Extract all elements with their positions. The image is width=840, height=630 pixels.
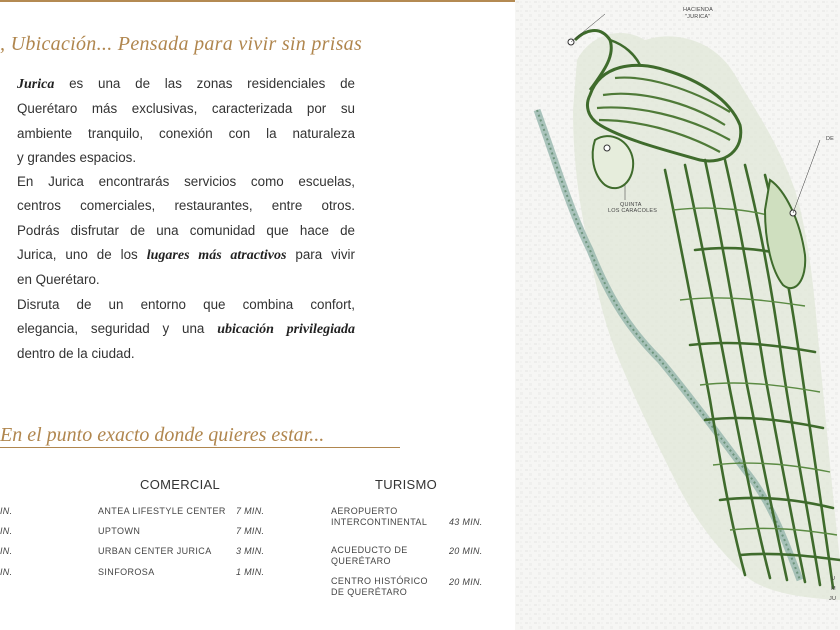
emphasis-text: ubicación privilegiada xyxy=(217,321,356,337)
jurica-map xyxy=(515,0,840,630)
intro-line: en Querétaro. xyxy=(17,272,100,288)
emphasis-text: lugares más atractivos xyxy=(146,248,287,264)
comercial-item-time: 1 MIN. xyxy=(236,567,265,577)
intro-line: Podrás disfrutar de una comunidad que hace de xyxy=(17,222,355,238)
comercial-item-time: 7 MIN. xyxy=(236,506,265,516)
section-title-ubicacion: , Ubicación... Pensada para vivir sin prisas xyxy=(0,33,363,55)
turismo-item-name xyxy=(331,545,408,567)
comercial-item-time: 3 MIN. xyxy=(236,546,265,556)
comercial-item-time: 7 MIN. xyxy=(236,526,265,536)
intro-line: Querétaro más exclusivas, caracterizada por su xyxy=(17,101,355,117)
comercial-item-name: SINFOROSA xyxy=(98,567,155,577)
turismo-heading: TURISMO xyxy=(375,477,438,492)
turismo-name-line: AEROPUERTO xyxy=(331,506,398,516)
de-label: DE xyxy=(826,136,835,142)
turismo-item-time: 20 MIN. xyxy=(449,577,483,587)
quinta-label: QUINTA xyxy=(620,202,642,208)
intro-line xyxy=(17,243,355,268)
comercial-item-name: URBAN CENTER JURICA xyxy=(98,546,212,556)
partial-time: IN. xyxy=(0,506,13,516)
comercial-item-name: UPTOWN xyxy=(98,526,141,536)
intro-text: Jurica, uno de los xyxy=(17,247,147,263)
intro-line: ambiente tranquilo, conexión con la naturaleza xyxy=(17,125,355,141)
title-underline xyxy=(0,447,400,448)
intro-line: Disruta de un entorno que combina confort, xyxy=(17,296,355,312)
bottom-label: JU xyxy=(829,596,837,602)
comercial-heading: COMERCIAL xyxy=(140,477,220,492)
turismo-item-name xyxy=(331,506,427,528)
quinta-label: LOS CARACOLES xyxy=(608,208,658,214)
partial-time: IN. xyxy=(0,546,13,556)
intro-line: y grandes espacios. xyxy=(17,149,137,165)
intro-line xyxy=(17,317,355,342)
turismo-item-name xyxy=(331,576,428,598)
intro-line: En Jurica encontrarás servicios como escuelas, xyxy=(17,174,355,190)
turismo-name-line: INTERCONTINENTAL xyxy=(331,517,428,527)
intro-paragraph xyxy=(17,72,355,367)
comercial-item-name: ANTEA LIFESTYLE CENTER xyxy=(98,506,226,516)
intro-line: centros comerciales, restaurantes, entre otros. xyxy=(17,198,355,214)
partial-time: IN. xyxy=(0,526,13,536)
intro-text: para vivir xyxy=(286,247,355,263)
jurica-emphasis: Jurica xyxy=(17,77,55,92)
intro-line xyxy=(17,72,355,97)
bottom-label: M xyxy=(831,586,836,592)
turismo-name-line: DE QUERÉTARO xyxy=(331,587,408,597)
turismo-name-line: QUERÉTARO xyxy=(331,556,391,566)
quinta-marker xyxy=(604,145,610,151)
intro-text: es una de las zonas residenciales de xyxy=(54,76,355,91)
hacienda-label: HACIENDA xyxy=(683,7,714,13)
turismo-item-time: 43 MIN. xyxy=(449,517,483,527)
bottom-label: U xyxy=(831,576,836,582)
turismo-name-line: ACUEDUCTO DE xyxy=(331,545,408,555)
turismo-item-time: 20 MIN. xyxy=(449,546,483,556)
section-title-punto-exacto: En el punto exacto donde quieres estar... xyxy=(0,424,325,446)
partial-time: IN. xyxy=(0,567,13,577)
intro-text: elegancia, seguridad y una xyxy=(17,320,218,336)
hacienda-label: "JURICA" xyxy=(685,14,711,20)
turismo-name-line: CENTRO HISTÓRICO xyxy=(331,576,428,586)
intro-line: dentro de la ciudad. xyxy=(17,346,135,362)
